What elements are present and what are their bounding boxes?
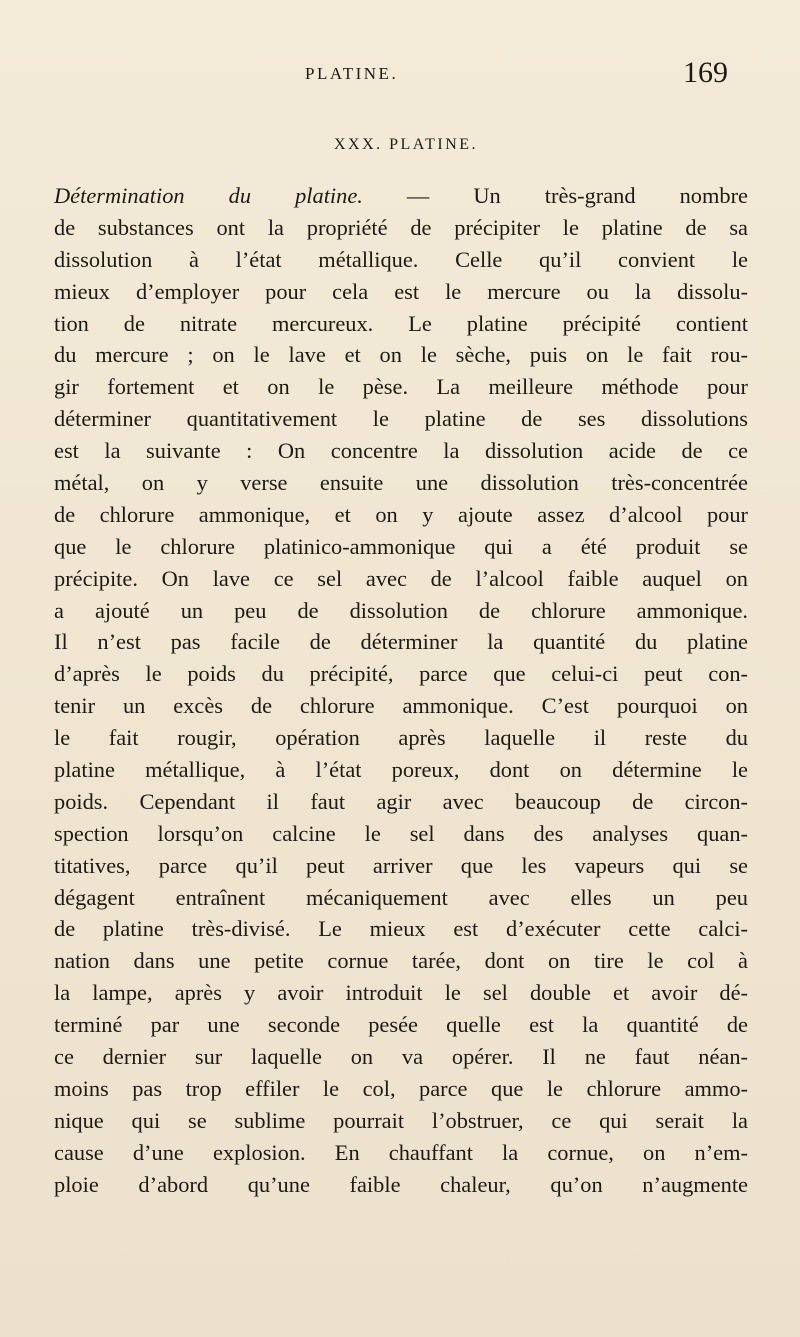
- text-line: mieux d’employer pour cela est le mercure ou la dissolu-: [54, 278, 748, 304]
- text-line: nique qui se sublime pourrait l’obstruer, ce qui serait la: [54, 1107, 748, 1133]
- text-line: précipite. On lave ce sel avec de l’alcool faible auquel on: [54, 565, 748, 591]
- text-line: métal, on y verse ensuite une dissolution très-concentrée: [54, 470, 748, 496]
- text-line: de chlorure ammonique, et on y ajoute assez d’alcool pour: [54, 501, 748, 527]
- text-line-content: — Un très-grand nombre: [362, 183, 748, 208]
- text-line: titatives, parce qu’il peut arriver que les vapeurs qui se: [54, 852, 748, 878]
- body-paragraph: [54, 180, 748, 1201]
- text-line: nation dans une petite cornue tarée, dont on tire le col à: [54, 948, 748, 974]
- text-line: est la suivante : On concentre la dissolution acide de ce: [54, 438, 748, 464]
- page-number: 169: [683, 56, 728, 89]
- text-line: terminé par une seconde pesée quelle est la quantité de: [54, 1012, 748, 1038]
- running-title: PLATINE.: [305, 64, 399, 83]
- text-line: cause d’une explosion. En chauffant la cornue, on n’em-: [54, 1139, 748, 1165]
- text-line: gir fortement et on le pèse. La meilleure méthode pour: [54, 374, 748, 400]
- text-line: spection lorsqu’on calcine le sel dans des analyses quan-: [54, 820, 748, 846]
- text-line: poids. Cependant il faut agir avec beaucoup de circon-: [54, 788, 748, 814]
- text-line: a ajouté un peu de dissolution de chlorure ammonique.: [54, 597, 748, 623]
- section-title: XXX. PLATINE.: [333, 136, 479, 153]
- text-line: la lampe, après y avoir introduit le sel double et avoir dé-: [54, 980, 748, 1006]
- text-line: de platine très-divisé. Le mieux est d’exécuter cette calci-: [54, 916, 748, 942]
- text-line: Il n’est pas facile de déterminer la quantité du platine: [54, 629, 748, 655]
- text-line: de substances ont la propriété de précipiter le platine de sa: [54, 214, 748, 240]
- text-line: dégagent entraînent mécaniquement avec elles un peu: [54, 884, 748, 910]
- text-line: déterminer quantitativement le platine de ses dissolutions: [54, 406, 748, 432]
- text-line: moins pas trop effiler le col, parce que le chlorure ammo-: [54, 1075, 748, 1101]
- text-line: tion de nitrate mercureux. Le platine précipité contient: [54, 310, 748, 336]
- text-line: du mercure ; on le lave et on le sèche, puis on le fait rou-: [54, 342, 748, 368]
- text-line: ce dernier sur laquelle on va opérer. Il ne faut néan-: [54, 1044, 748, 1070]
- paragraph-heading: Détermination du platine.: [54, 183, 363, 208]
- text-line: d’après le poids du précipité, parce que celui-ci peut con-: [54, 661, 748, 687]
- text-line: que le chlorure platinico-ammonique qui a été produit se: [54, 533, 748, 559]
- text-line: tenir un excès de chlorure ammonique. C’est pourquoi on: [54, 693, 748, 719]
- text-line: dissolution à l’état métallique. Celle qu’il convient le: [54, 246, 748, 272]
- text-line: [54, 180, 748, 212]
- text-line: le fait rougir, opération après laquelle il reste du: [54, 725, 748, 751]
- text-line: ploie d’abord qu’une faible chaleur, qu’on n’augmente: [54, 1171, 748, 1197]
- text-line: platine métallique, à l’état poreux, dont on détermine le: [54, 757, 748, 783]
- running-head: [0, 56, 800, 96]
